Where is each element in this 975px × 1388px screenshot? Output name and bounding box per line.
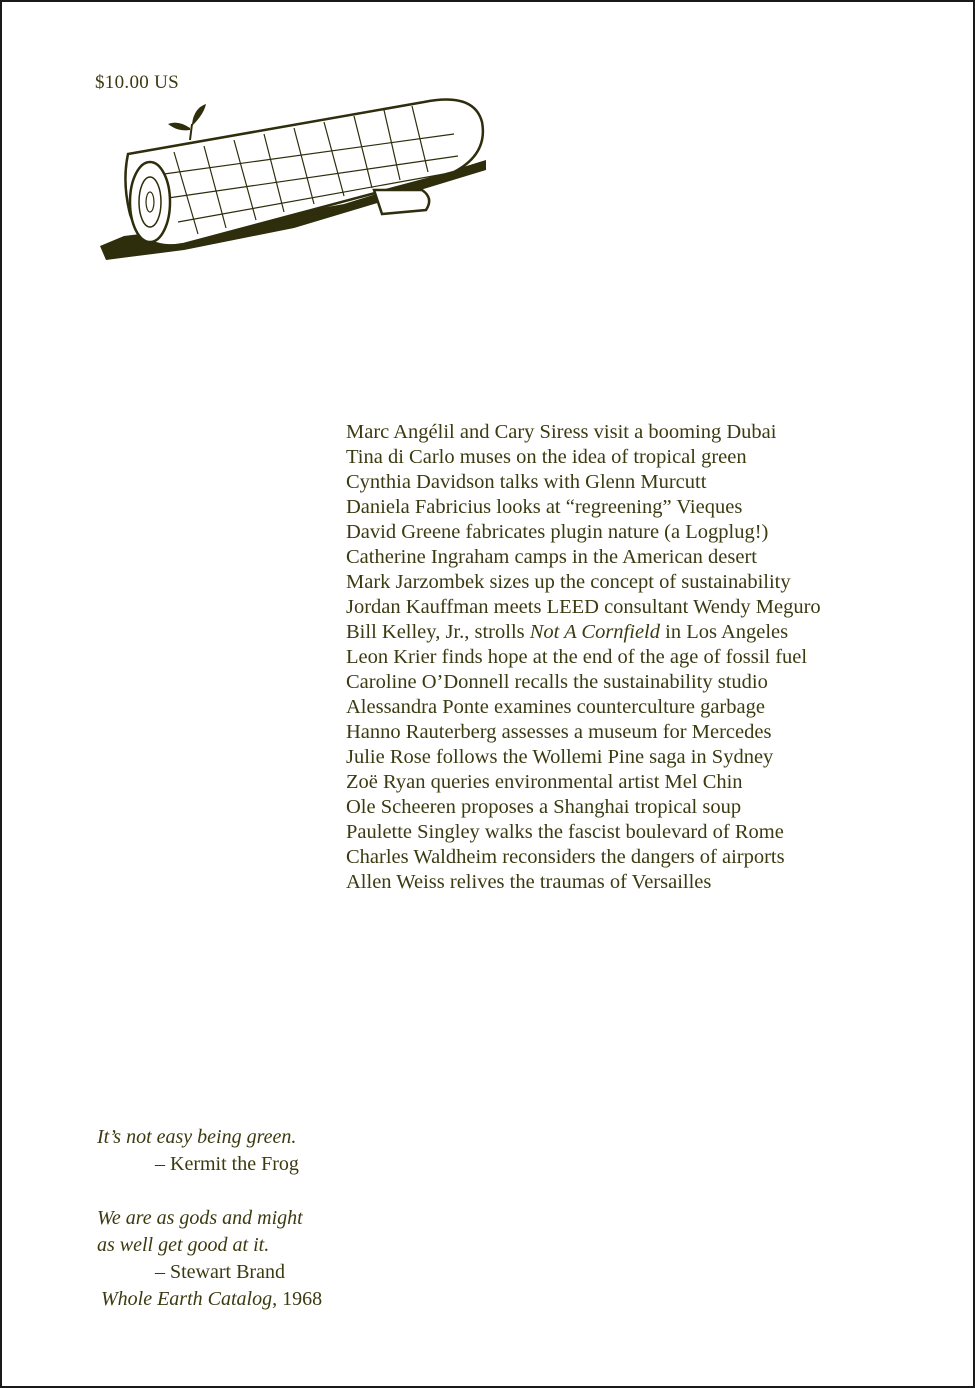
contents-list bbox=[346, 420, 821, 895]
quote-kermit bbox=[97, 1124, 299, 1178]
contents-item: Mark Jarzombek sizes up the concept of sustainability bbox=[346, 571, 791, 593]
quote-brand bbox=[97, 1205, 322, 1313]
contents-item: Cynthia Davidson talks with Glenn Murcutt bbox=[346, 471, 707, 493]
quote-line-1: We are as gods and might bbox=[97, 1207, 303, 1229]
contents-item: Alessandra Ponte examines counterculture garbage bbox=[346, 696, 765, 718]
log-illustration bbox=[94, 94, 490, 266]
quote-attribution: – Stewart Brand bbox=[155, 1261, 285, 1283]
contents-item: Leon Krier finds hope at the end of the age of fossil fuel bbox=[346, 646, 808, 668]
contents-item: David Greene fabricates plugin nature (a Logplug!) bbox=[346, 521, 769, 543]
contents-item: Hanno Rauterberg assesses a museum for Mercedes bbox=[346, 721, 772, 743]
quote-attribution: – Kermit the Frog bbox=[155, 1153, 299, 1175]
contents-item: Jordan Kauffman meets LEED consultant Wendy Meguro bbox=[346, 596, 821, 618]
contents-item: Daniela Fabricius looks at “regreening” Vieques bbox=[346, 496, 743, 518]
contents-item: Paulette Singley walks the fascist boulevard of Rome bbox=[346, 821, 784, 843]
quote-source-title: Whole Earth Catalog, bbox=[101, 1288, 278, 1310]
quote-source bbox=[97, 1286, 322, 1313]
contents-item: Allen Weiss relives the traumas of Versailles bbox=[346, 871, 712, 893]
price: $10.00 US bbox=[95, 72, 179, 93]
contents-item: Bill Kelley, Jr., strolls Not A Cornfield in Los Angeles bbox=[346, 621, 789, 643]
contents-item: Caroline O’Donnell recalls the sustainability studio bbox=[346, 671, 768, 693]
contents-item: Catherine Ingraham camps in the American desert bbox=[346, 546, 757, 568]
contents-item: Julie Rose follows the Wollemi Pine saga in Sydney bbox=[346, 746, 774, 768]
quote-source-year: 1968 bbox=[277, 1288, 323, 1310]
contents-item: Tina di Carlo muses on the idea of tropical green bbox=[346, 446, 747, 468]
contents-item: Zoë Ryan queries environmental artist Mel Chin bbox=[346, 771, 743, 793]
quote-line-2: as well get good at it. bbox=[97, 1234, 270, 1256]
quote-line: It’s not easy being green. bbox=[97, 1126, 297, 1148]
contents-item: Charles Waldheim reconsiders the dangers of airports bbox=[346, 846, 785, 868]
contents-item: Marc Angélil and Cary Siress visit a booming Dubai bbox=[346, 421, 777, 443]
contents-item: Ole Scheeren proposes a Shanghai tropical soup bbox=[346, 796, 742, 818]
